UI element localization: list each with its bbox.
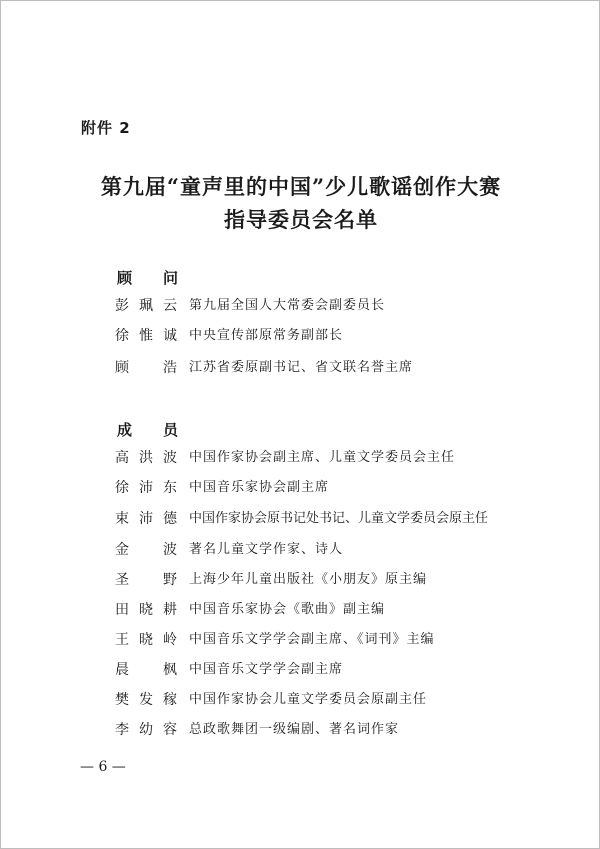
advisors-heading: 顾 问: [117, 269, 187, 287]
advisor-name: 徐惟诚: [115, 328, 177, 344]
member-name: 徐沛东: [115, 480, 177, 496]
member-row: [1, 687, 600, 713]
member-row: [1, 657, 600, 683]
member-role: 总政歌舞团一级编剧、著名词作家: [189, 722, 400, 737]
member-row: [1, 506, 600, 532]
members-heading: 成 员: [117, 421, 187, 439]
member-name: 束沛德: [115, 511, 177, 527]
advisor-row: [1, 355, 600, 381]
document-title-line2: 指导委员会名单: [224, 207, 378, 232]
member-role: 中国作家协会原书记处书记、儿童文学委员会原主任: [189, 511, 489, 526]
member-role: 中国作家协会儿童文学委员会原副主任: [189, 692, 428, 707]
member-name: 圣 野: [115, 572, 177, 588]
member-role: 中国音乐家协会副主席: [189, 480, 330, 495]
advisor-role: 中央宣传部原常务副部长: [189, 328, 344, 343]
member-row: [1, 627, 600, 653]
member-name: 晨 枫: [115, 662, 177, 678]
member-name: 李幼容: [115, 722, 177, 738]
member-row: [1, 597, 600, 623]
document-title-line1: 第九届“童声里的中国”少儿歌谣创作大赛: [100, 174, 502, 199]
member-role: 中国作家协会副主席、儿童文学委员会主任: [189, 450, 456, 465]
advisor-role: 江苏省委原副书记、省文联名誉主席: [189, 360, 414, 375]
advisor-row: [1, 323, 600, 349]
advisor-name: 彭珮云: [115, 298, 177, 314]
member-role: 中国音乐文学学会副主席: [189, 662, 344, 677]
member-role: 中国音乐文学学会副主席、《词刊》主编: [189, 632, 435, 647]
member-name: 王晓岭: [115, 632, 177, 648]
member-role: 著名儿童文学作家、诗人: [189, 542, 344, 557]
advisor-row: [1, 293, 600, 319]
advisor-name: 顾 浩: [115, 360, 177, 376]
page-number: — 6 —: [80, 759, 126, 775]
member-name: 金 波: [115, 542, 177, 558]
attachment-label: 附件 2: [81, 119, 131, 137]
member-row: [1, 475, 600, 501]
member-role: 上海少年儿童出版社《小朋友》原主编: [189, 572, 428, 587]
member-role: 中国音乐家协会《歌曲》副主编: [189, 602, 386, 617]
member-row: [1, 567, 600, 593]
advisor-role: 第九届全国人大常委会副委员长: [189, 298, 386, 313]
member-row: [1, 537, 600, 563]
member-name: 田晓耕: [115, 602, 177, 618]
member-row: [1, 445, 600, 471]
member-row: [1, 717, 600, 743]
member-name: 樊发稼: [115, 692, 177, 708]
member-name: 高洪波: [115, 450, 177, 466]
